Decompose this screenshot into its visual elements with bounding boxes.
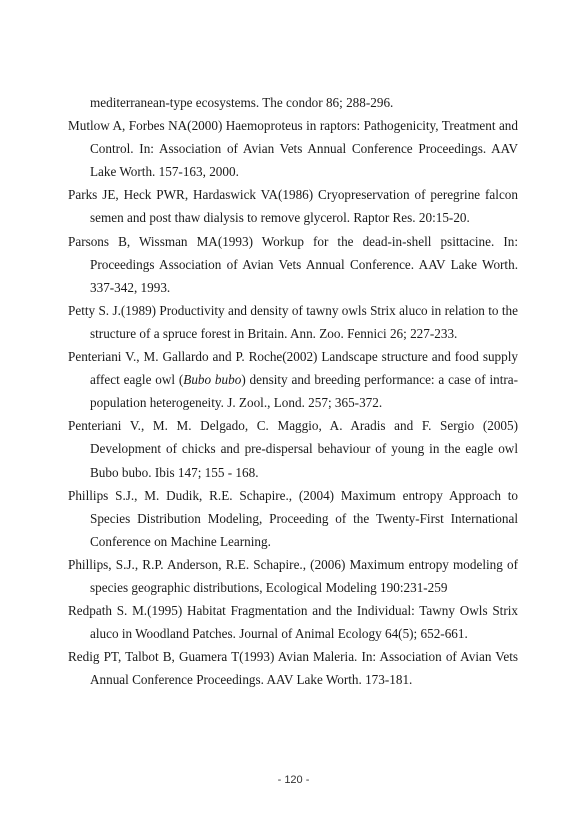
reference-entry: Petty S. J.(1989) Productivity and density of tawny owls Strix aluco in relation to the structure of a spruce forest in Britain. Ann. Zoo. Fennici 26; 227-233. [68, 302, 518, 341]
reference-entry: Redig PT, Talbot B, Guamera T(1993) Avian Maleria. In: Association of Avian Vets Annual Conference Proceedings. AAV Lake Worth. 173-181. [68, 649, 518, 688]
species-name-italic: Bubo bubo [183, 372, 242, 388]
reference-entry: Phillips, S.J., R.P. Anderson, R.E. Schapire., (2006) Maximum entropy modeling of species geographic distributions, Ecological Modeling 190:231-259 [68, 556, 518, 595]
reference-entry: Parsons B, Wissman MA(1993) Workup for the dead-in-shell psittacine. In: Proceedings Association of Avian Vets Annual Conference. AAV Lake Worth. 337-342, 1993. [68, 233, 518, 295]
reference-list [68, 91, 518, 691]
reference-entry: Phillips S.J., M. Dudik, R.E. Schapire., (2004) Maximum entropy Approach to Species Distribution Modeling, Proceeding of the Twenty-First International Conference on Machine Learning. [68, 487, 518, 549]
reference-entry: mediterranean-type ecosystems. The condor 86; 288-296. [90, 95, 394, 110]
reference-entry: Penteriani V., M. M. Delgado, C. Maggio, A. Aradis and F. Sergio (2005) Development of chicks and pre-dispersal behaviour of young in the eagle owl Bubo bubo. Ibis 147; 155 - 168. [68, 418, 518, 480]
reference-text: Penteriani V., M. Gallardo and P. Roche(2002) Landscape structure and food supply affect eagle owl ( [68, 349, 518, 388]
reference-entry [68, 345, 518, 414]
reference-entry: Mutlow A, Forbes NA(2000) Haemoproteus in raptors: Pathogenicity, Treatment and Control. In: Association of Avian Vets Annual Conference Proceedings. AAV Lake Worth. 157-163, 2000. [68, 118, 518, 180]
reference-entry: Redpath S. M.(1995) Habitat Fragmentation and the Individual: Tawny Owls Strix aluco in Woodland Patches. Journal of Animal Ecology 64(5); 652-661. [68, 603, 518, 642]
page-number: - 120 - [277, 774, 310, 786]
reference-text: ) density and breeding performance: a case of intra-population heterogeneity. J. Zool., Lond. 257; 365-372. [90, 372, 519, 411]
reference-entry: Parks JE, Heck PWR, Hardaswick VA(1986) Cryopreservation of peregrine falcon semen and post thaw dialysis to remove glycerol. Raptor Res. 20:15-20. [68, 187, 518, 226]
